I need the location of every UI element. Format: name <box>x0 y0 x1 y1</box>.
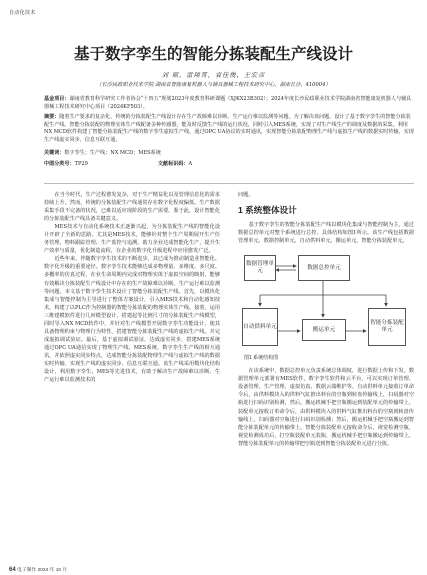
abstract-label: 摘要： <box>44 114 60 121</box>
author-list: 刘 硕，雷翔霄，袁佳俊，王宏彦 <box>161 72 266 79</box>
body-column-left <box>44 191 220 384</box>
keywords <box>44 150 414 158</box>
system-structure-diagram <box>238 251 414 351</box>
fund-text: 湖南省教育科学研究工作者协会“十四五”规划2023年度教育科研课题（XJKX23B302）；2024年度长沙民政职业技术学院湖南省智能康复机器人与辅具器械工程技术研究中心项目（2024KF503）。 <box>44 96 412 110</box>
box-data-control: 数据总控单元 <box>298 255 350 281</box>
doc-code-value: A <box>188 161 193 168</box>
body-paragraph: 在当今时代，生产过程愈发复杂，对于生产精益化以及管理信息化的需求持续上升。然而，传统的分拣装配生产线通常存在数字化程度偏低、生产数据采集手段不完备的状况，已难以适应现阶段的生产需要。鉴于此，设计智能化的分拣装配生产线具备关键意义。 <box>44 192 220 223</box>
front-matter <box>44 96 414 169</box>
box-smart-sort: 智能分拣装配单元 <box>368 308 406 346</box>
clc-value: TP29 <box>74 161 88 168</box>
box-data-management: 数据管理单元 <box>244 255 276 281</box>
box-transport: 搬运单元 <box>302 319 346 341</box>
body-paragraph-continued: 问题。 <box>238 192 254 198</box>
journal-name: 电子制作 <box>17 568 37 573</box>
page-number: 64 <box>9 567 16 573</box>
affiliation: （长沙民政职业技术学院 湖南省智能康复机器人与辅具器械工程技术研究中心，湖南长沙，410004） <box>96 82 331 88</box>
classification <box>44 161 414 169</box>
issue-date: 2024 年 10 月 <box>37 568 68 573</box>
body-paragraph: 在该系统中，数据总控单元负责系统总体调度，进行数据上传和下发。数据管理单元部署有MES软件，数字孪生软件和云平台，可以实现订单管理、设备管理、生产管理、虚拟仿真、数据云端维护等。自动供料单元接收订单命令后，由供料模块入的供料气缸推出料台的空瓶到转盘传输线上，扫码器对空瓶进行扫码识别检测，然后，搬运机械手把空瓶搬运到装配单元的传输带上。装配单元接收订单命令后，由供料模块入的供料气缸推出料台的空瓶到转盘传输线上，扫码器对空瓶进行扫码识别检测；然后，搬运机械手把空瓶搬运到智能分拣装配单元的传输带上。智能分拣装配单元接收命令后，视觉检测空瓶，视觉检测成功后，打空瓶装配单元装瓶，搬运机械手把空瓶搬运到传输带上，智能分拣装配单元的传输带把空瓶送到智能分拣装配单元进行分拣。 <box>238 368 414 447</box>
doc-code-label: 文献标识码： <box>157 161 189 168</box>
body-column-right <box>238 191 414 448</box>
article-title: 基于数字孪生的智能分拣装配生产线设计 <box>73 46 353 63</box>
body-paragraph: MES技术与自动化系统技术正逐渐兴起，为分拣装配生产线的智能化设计开辟了全新的思路。尤其是MES技术，能够针对整个生产周期展开生产任务管理、物料跟踪管理、生产监控与追溯，助力企业达成智能化生产，提升生产效率与质量，优化制造流程，在企业的数字化升级进程中应用愈发广泛。 <box>44 224 220 255</box>
keywords-text: 数字孪生；生产线；NX MCD；MES系统 <box>64 149 161 156</box>
body-paragraph: 近些年来，伴随数字孪生技术的不断进步，其已成为推动制造业智能化、数字化升级的重要途径。数字孪生技术能够达成多物理量、多维度、多尺度、多概率的仿真过程，在业生命周期内完成对物理实体于虚拟空间的映射，能够有效解决分拣装配生产线设计中存在的生产故障难以诊断、生产运行难以监测等问题。本文基于数字孪生技术设计了智能分拣装配生产线。首先，以模块化集成与智能控制为主导进行了整体方案设计，引入MES技术和自动化感知技术，构建了以PLC作为控制器的智能分拣装配的物理实体生产线。接着，运用三维建模软件进行几何模型设计，搭建起等比例尺寸的分拣装配生产线模型，同时导入NX MCD软件中，并针对生产线模型开展数字孪生功能设计，使其具备物理约束与物理行为特性，搭建智能分拣装配生产线的虚拟生产线，并完成虚拟调试验证。最后，基于虚拟调试验证，达成虚实同步，搭建MES系统通过OPC UA通信实现了物理生产线、MES系统、数字孪生生产线的相互通讯，并依照虚实同步特点，达成智能分拣装配物理生产线与虚拟生产线的数据实时传输，实现生产线的虚实同步、信息互联互通。该生产线采用模块化结构设计，利用数字孪生、MES等先进技术，有助于解决生产故障难以诊断、生产运行难以监测技术的 <box>44 256 220 384</box>
abstract <box>44 114 414 144</box>
box-auto-feed: 自动供料单元 <box>242 308 278 346</box>
page-footer <box>9 566 67 573</box>
fund-info <box>44 96 414 111</box>
clc-label: 中图分类号： <box>44 161 75 168</box>
section-heading: 1 系统整体设计 <box>238 205 297 216</box>
body-paragraph: 基于数字孪生的智能分拣装配生产线以模块化集成与智能控制为主，通过数据总控单元对整个系统进行总控，具体结构如图1所示。该生产线包括数据管理单元、数据控制单元、自动供料单元、搬运单元、智能分拣装配单元。 <box>238 222 414 245</box>
section-tag: 自动化技术 <box>9 10 36 16</box>
fund-label: 基金项目： <box>44 96 70 102</box>
abstract-text: 随着生产要求的复杂化，传统的分拣装配生产线设计存在生产故障难以诊断、生产运行难以监测等问题。为了解决该问题，设计了基于数字孪生的智能分拣装配生产线。智能分拣装配的物理实体生产线配备多种传感器，能及时反馈生产线的运行状况，同时引入MES系统，实现了对生产线生产的调度及数据的采集。利用NX MCD软件构建了智能分拣装配生产线的数字孪生虚拟生产线，通过OPC UA协议的实时通讯，实现智能分拣装配物理生产线与虚拟生产线的数据实时传输，实现生产线虚实同步、信息互联互通。 <box>44 114 414 143</box>
header-divider <box>44 183 414 184</box>
keywords-label: 关键词： <box>44 149 65 156</box>
figure-caption: 图1 系统结构图 <box>244 355 279 362</box>
